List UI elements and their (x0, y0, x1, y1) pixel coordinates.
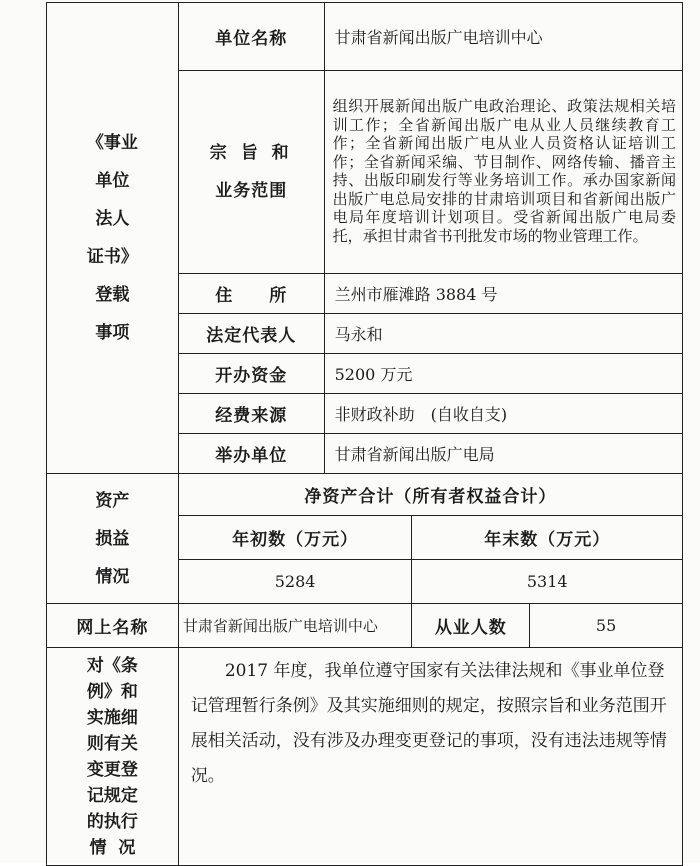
net-assets-header: 净资产合计（所有者权益合计） (178, 474, 682, 516)
side-line: 实施细 (86, 707, 138, 728)
side-line: 《事业 (86, 133, 138, 153)
side-line: 资产 (95, 490, 130, 511)
side-line: 损益 (95, 528, 130, 549)
capital-label: 开办资金 (178, 354, 324, 394)
side-line: 单位 (95, 171, 130, 191)
side-line: 情况 (95, 566, 130, 587)
online-name-value: 甘肃省新闻出版广电培训中心 (178, 604, 412, 648)
funding-label: 经费来源 (178, 394, 324, 434)
unit-name-value: 甘肃省新闻出版广电培训中心 (324, 3, 682, 71)
side-line: 法人 (95, 209, 130, 229)
unit-name-row (47, 3, 683, 71)
address-value: 兰州市雁滩路 3884 号 (324, 274, 682, 314)
online-name-label: 网上名称 (47, 604, 179, 648)
side-line: 证书》 (86, 247, 138, 267)
registration-table (46, 2, 683, 866)
unit-name-label: 单位名称 (178, 3, 324, 71)
end-year-label: 年末数（万元） (412, 516, 683, 560)
certificate-items-label (47, 3, 179, 474)
purpose-label-line: 宗 旨 和 (209, 143, 293, 163)
legal-rep-value: 马永和 (324, 314, 682, 354)
compliance-side-label (47, 648, 179, 866)
end-year-value: 5314 (412, 560, 683, 604)
compliance-row (47, 648, 683, 866)
staff-count-value: 55 (530, 604, 683, 648)
begin-year-value: 5284 (178, 560, 412, 604)
side-line: 事项 (95, 323, 130, 343)
side-line: 例》和 (86, 681, 138, 702)
capital-value: 5200 万元 (324, 354, 682, 394)
online-name-row (47, 604, 683, 648)
purpose-label (178, 71, 324, 274)
address-label: 住 所 (178, 274, 324, 314)
side-line: 的执行 (86, 811, 138, 832)
assets-header-row (47, 474, 683, 516)
begin-year-label: 年初数（万元） (178, 516, 412, 560)
sponsor-label: 举办单位 (178, 434, 324, 474)
side-line: 对《条 (86, 655, 138, 676)
legal-rep-label: 法定代表人 (178, 314, 324, 354)
funding-value: 非财政补助 (自收自支) (324, 394, 682, 434)
purpose-label-line: 业务范围 (215, 181, 288, 201)
side-line: 情 况 (89, 837, 136, 858)
side-line: 登载 (95, 285, 130, 305)
sponsor-value: 甘肃省新闻出版广电局 (324, 434, 682, 474)
side-line: 记规定 (86, 785, 138, 806)
purpose-text: 组织开展新闻出版广电政治理论、政策法规相关培训工作；全省新闻出版广电从业人员继续教育工作；全省新闻出版广电从业人员资格认证培训工作；全省新闻采编、节目制作、网络传输、播音主持、出版印刷发行等业务培训工作。承办国家新闻出版广电总局安排的甘肃培训项目和省新闻出版广电局年度培训计划项目。受省新闻出版广电局委托，承担甘肃省书刊批发市场的物业管理工作。 (324, 71, 682, 274)
compliance-statement: 2017 年度，我单位遵守国家有关法律法规和《事业单位登记管理暂行条例》及其实施细则的规定，按照宗旨和业务范围开展相关活动，没有涉及办理变更登记的事项，没有违法违规等情况。 (178, 648, 682, 866)
assets-side-label (47, 474, 179, 604)
staff-count-label: 从业人数 (412, 604, 530, 648)
side-line: 变更登 (86, 759, 138, 780)
side-line: 则有关 (86, 733, 138, 754)
